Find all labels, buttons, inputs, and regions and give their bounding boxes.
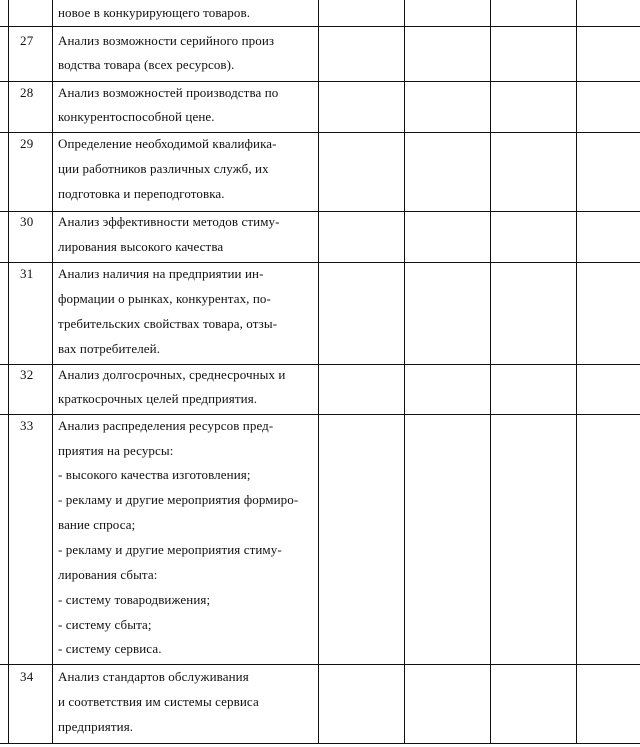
- row-number: 28: [20, 85, 34, 100]
- column-divider: [490, 0, 491, 744]
- row-divider: [0, 81, 640, 82]
- row-number: 29: [20, 136, 34, 151]
- table-cell-text: Анализ эффективности методов стиму-: [58, 214, 280, 229]
- row-divider: [0, 364, 640, 365]
- column-divider: [8, 0, 9, 744]
- row-divider: [0, 211, 640, 212]
- table-cell-text: лирования высокого качества: [58, 239, 224, 254]
- table-cell-text: Анализ наличия на предприятии ин-: [58, 266, 264, 281]
- row-divider: [0, 262, 640, 263]
- table-cell-text: формации о рынках, конкурентах, по-: [58, 291, 271, 306]
- table-cell-text: Анализ стандартов обслуживания: [58, 669, 249, 684]
- table-cell-text: вах потребителей.: [58, 341, 161, 356]
- row-divider: [0, 26, 640, 27]
- table-cell-text: - систему товародвижения;: [58, 592, 211, 607]
- column-divider: [576, 0, 577, 744]
- row-number: 30: [20, 214, 34, 229]
- table-cell-text: Анализ возможности серийного произ: [58, 33, 275, 48]
- table-cell-text: предприятия.: [58, 719, 134, 734]
- row-divider: [0, 743, 640, 744]
- table-cell-text: водства товара (всех ресурсов).: [58, 57, 235, 72]
- row-divider: [0, 664, 640, 665]
- table-cell-text: требительских свойствах товара, отзы-: [58, 316, 278, 331]
- row-number: 31: [20, 266, 34, 281]
- table-cell-text: Анализ долгосрочных, среднесрочных и: [58, 367, 286, 382]
- table-cell-text: и соответствия им системы сервиса: [58, 694, 259, 709]
- table-cell-text: - систему сервиса.: [58, 641, 162, 656]
- row-number: 34: [20, 669, 34, 684]
- table-cell-text: приятия на ресурсы:: [58, 443, 174, 458]
- table-cell-text: Анализ распределения ресурсов пред-: [58, 418, 274, 433]
- row-divider: [0, 132, 640, 133]
- table-cell-text: вание спроса;: [58, 517, 136, 532]
- table-cell-text: Определение необходимой квалифика-: [58, 136, 277, 151]
- table-cell-text: краткосрочных целей предприятия.: [58, 391, 258, 406]
- table-cell-text: - систему сбыта;: [58, 617, 152, 632]
- column-divider: [52, 0, 53, 744]
- table-cell-text: - рекламу и другие мероприятия стиму-: [58, 542, 282, 557]
- row-divider: [0, 414, 640, 415]
- row-number: 33: [20, 418, 34, 433]
- table-cell-text: конкурентоспособной цене.: [58, 109, 215, 124]
- row-number: 27: [20, 33, 34, 48]
- table-cell-text: - высокого качества изготовления;: [58, 467, 251, 482]
- table-cell-text: Анализ возможностей производства по: [58, 85, 279, 100]
- table-cell-text: новое в конкурирующего товаров.: [58, 5, 251, 20]
- row-number: 32: [20, 367, 34, 382]
- table-cell-text: подготовка и переподготовка.: [58, 186, 225, 201]
- table-cell-text: ции работников различных служб, их: [58, 161, 269, 176]
- column-divider: [404, 0, 405, 744]
- table-cell-text: лирования сбыта:: [58, 567, 158, 582]
- column-divider: [318, 0, 319, 744]
- table-cell-text: - рекламу и другие мероприятия формиро-: [58, 492, 299, 507]
